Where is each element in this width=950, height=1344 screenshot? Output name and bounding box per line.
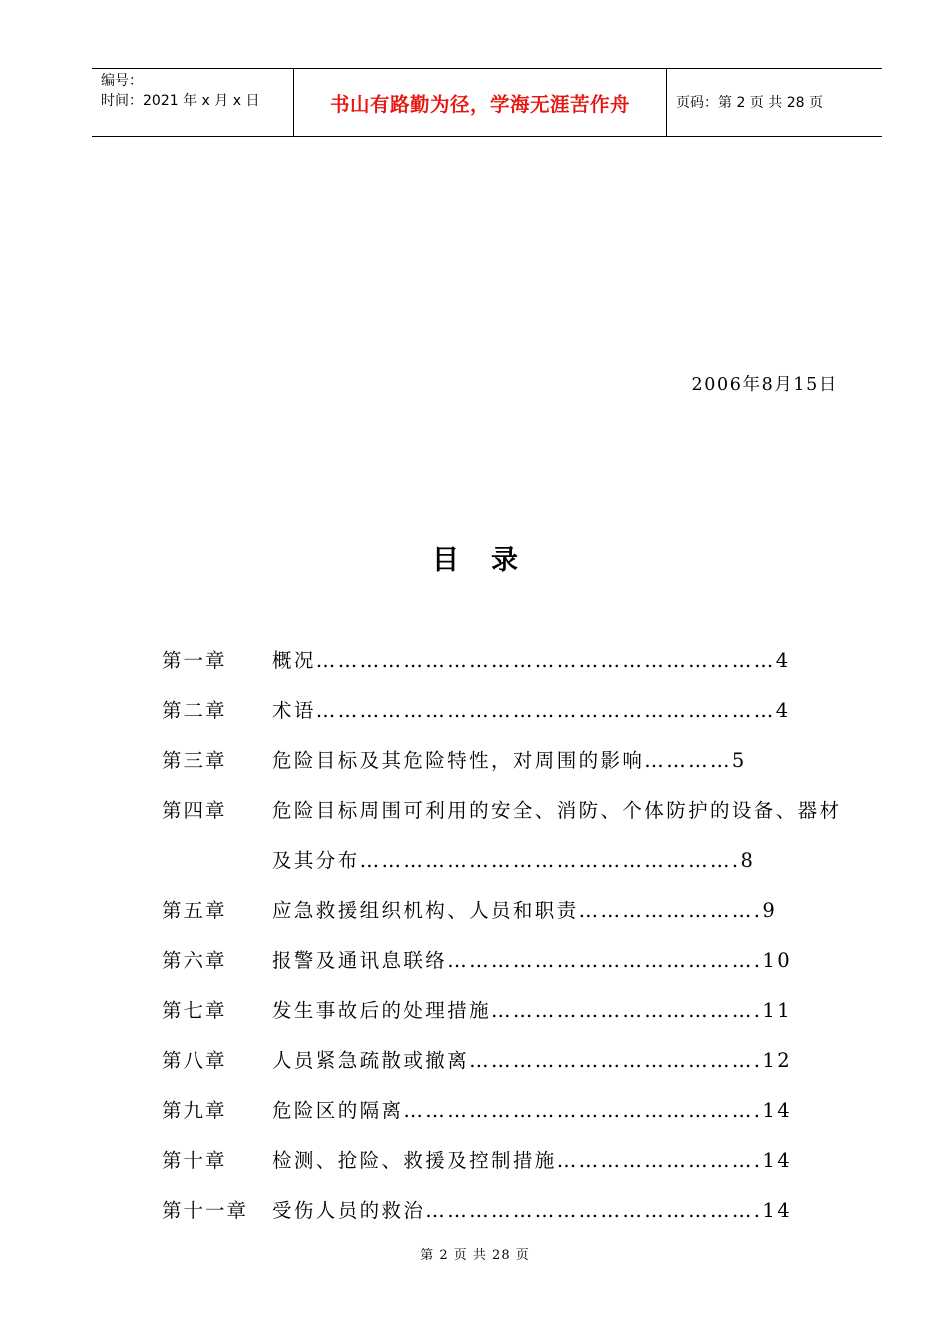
toc-entry-text: 及其分布…………………………………………….8	[272, 849, 756, 872]
toc-entry	[0, 1095, 950, 1125]
toc-entry-text: 应急救援组织机构、人员和职责…………………….9	[272, 899, 778, 922]
header-page-label: 页码：第 2 页 共 28 页	[676, 94, 823, 111]
toc-entry-text: 术语………………………………………………………4	[272, 699, 791, 722]
toc-entry-text: 受伤人员的救治……………………………………….14	[272, 1199, 793, 1222]
toc-entry-text: 危险目标周围可利用的安全、消防、个体防护的设备、器材	[272, 799, 842, 822]
header-number-label: 编号：	[101, 73, 143, 89]
toc-entry-text: 危险区的隔离………………………………………….14	[272, 1099, 793, 1122]
toc-entry	[0, 1045, 950, 1075]
toc-chapter: 第八章	[162, 1049, 227, 1072]
toc-title: 目录	[432, 545, 550, 576]
toc-entry	[0, 1145, 950, 1175]
toc-chapter: 第七章	[162, 999, 227, 1022]
toc-entry	[0, 645, 950, 675]
toc-entry-text: 报警及通讯息联络…………………………………….10	[272, 949, 793, 972]
toc-chapter: 第十章	[162, 1149, 227, 1172]
toc-chapter: 第四章	[162, 799, 227, 822]
toc-entry-text: 危险目标及其危险特性，对周围的影响…………5	[272, 749, 747, 772]
header-time-label: 时间：2021 年 x 月 x 日	[101, 93, 260, 109]
page-footer: 第 2 页 共 28 页	[420, 1248, 530, 1263]
toc-chapter: 第三章	[162, 749, 227, 772]
toc-chapter: 第六章	[162, 949, 227, 972]
toc-entry	[0, 745, 950, 775]
toc-entry	[0, 695, 950, 725]
header-motto: 书山有路勤为径，学海无涯苦作舟	[329, 92, 630, 116]
toc-chapter: 第二章	[162, 699, 227, 722]
toc-entry-text: 人员紧急疏散或撤离………………………………….12	[272, 1049, 793, 1072]
toc-entry-text: 发生事故后的处理措施……………………………….11	[272, 999, 793, 1022]
header-info-cell	[92, 69, 293, 136]
page-header	[92, 68, 882, 137]
toc-entry	[0, 1195, 950, 1225]
toc-entry	[0, 895, 950, 925]
toc-entry-text: 概况………………………………………………………4	[272, 649, 791, 672]
toc-chapter: 第一章	[162, 649, 227, 672]
toc-chapter: 第十一章	[162, 1199, 249, 1222]
toc-entry-text: 检测、抢险、救援及控制措施……………………….14	[272, 1149, 793, 1172]
document-date: 2006年8月15日	[691, 375, 838, 395]
toc-chapter: 第九章	[162, 1099, 227, 1122]
header-page-cell	[666, 69, 882, 136]
toc-entry	[0, 945, 950, 975]
toc-entry	[0, 795, 950, 825]
toc-entry	[0, 995, 950, 1025]
toc-chapter: 第五章	[162, 899, 227, 922]
header-motto-cell	[293, 69, 667, 136]
toc-entry-continuation	[0, 845, 950, 875]
